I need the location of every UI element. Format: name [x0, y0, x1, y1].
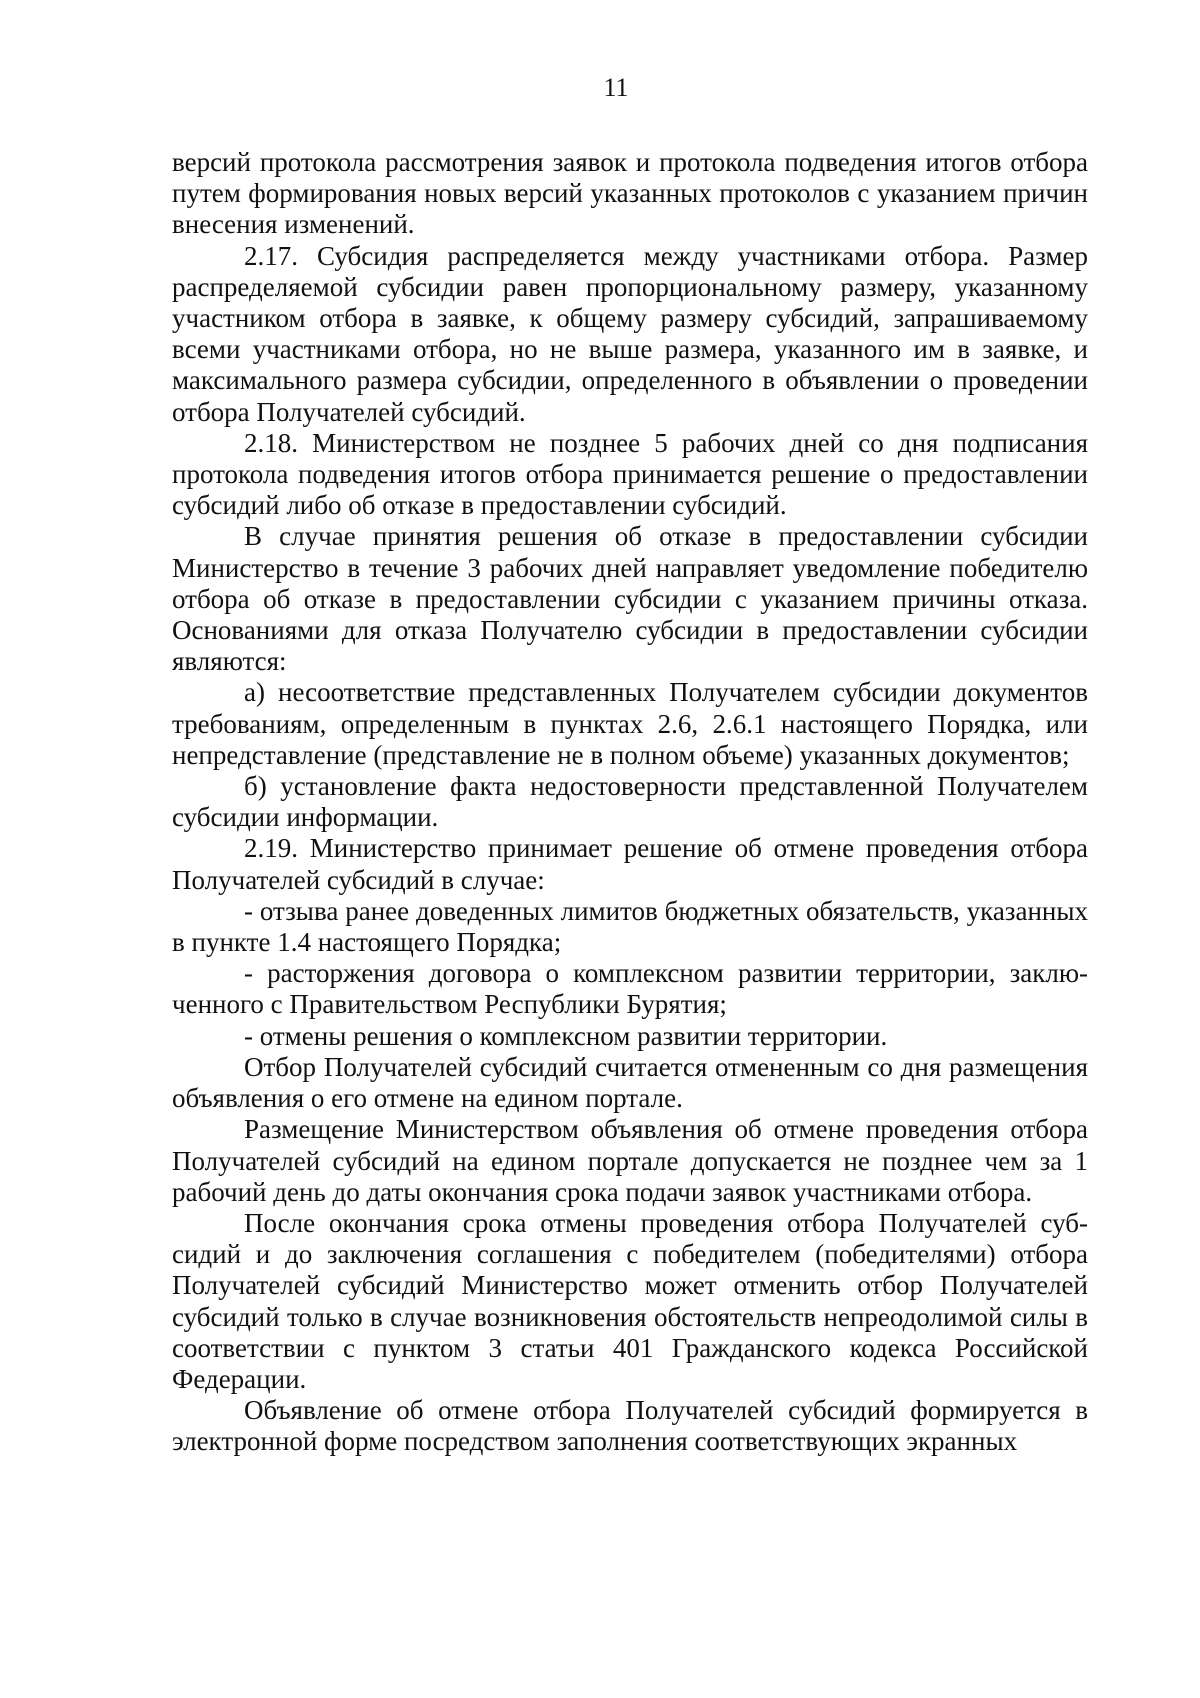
- paragraph-force-majeure: После окончания срока отмены проведения отбора Получателей субсидий и до заключения соглашения с победителем (победителями) отбора Получателей субсидий Министерство может отменить отбор Получателей субсидий только в случае возникновения обстоятельств непреодолимой силы в соответствии с пунктом 3 статьи 401 Гражданского кодекса Российской Федерации.: [172, 1207, 1088, 1394]
- paragraph-posting-deadline: Размещение Министерством объявления об отмене проведения отбора Получателей субсидий на едином портале допускается не позднее чем за 1 рабочий день до даты окончания срока подачи заявок участниками отбора.: [172, 1114, 1088, 1207]
- paragraph-dash-contract: - расторжения договора о комплексном развитии территории, заключенного с Правительством Республики Бурятия;: [172, 958, 1088, 1020]
- paragraph-cancellation-date: Отбор Получателей субсидий считается отмененным со дня размещения объявления о его отмене на едином портале.: [172, 1051, 1088, 1114]
- paragraph-continuation: версий протокола рассмотрения заявок и протокола подведения итогов отбора путем формирования новых версий указанных протоколов с указанием причин внесения изменений.: [172, 147, 1088, 240]
- paragraph-item-a: а) несоответствие представленных Получателем субсидии документов требованиям, определенным в пунктах 2.6, 2.6.1 настоящего Порядка, или непредставление (представление не в полном объеме) указанных документов;: [172, 677, 1088, 770]
- paragraph-2-17: 2.17. Субсидия распределяется между участниками отбора. Размер распределяемой субсидии равен пропорциональному размеру, указанному участником отбора в заявке, к общему размеру субсидий, запрашиваемому всеми участниками отбора, но не выше размера, указанного им в заявке, и максимального размера субсидии, определенного в объявлении о проведении отбора Получателей субсидий.: [172, 240, 1088, 427]
- document-body: [172, 147, 1088, 1458]
- page-number: 11: [603, 73, 629, 102]
- paragraph-dash-limits: - отзыва ранее доведенных лимитов бюджетных обязательств, указанных в пункте 1.4 настоящего Порядка;: [172, 895, 1088, 958]
- paragraph-refusal: В случае принятия решения об отказе в предоставлении субсидии Министерство в течение 3 рабочих дней направляет уведомление победителю отбора об отказе в предоставлении субсидии с указанием причины отказа. Основаниями для отказа Получателю субсидии в предоставлении субсидии являются:: [172, 521, 1088, 677]
- paragraph-electronic-form: Объявление об отмене отбора Получателей субсидий формируется в электронной форме посредством заполнения соответствующих экранных: [172, 1395, 1088, 1457]
- paragraph-item-b: б) установление факта недостоверности представленной Получателем субсидии информации.: [172, 771, 1088, 833]
- paragraph-dash-decision: - отмены решения о комплексном развитии территории.: [244, 1020, 888, 1051]
- paragraph-2-18: 2.18. Министерством не позднее 5 рабочих дней со дня подписания протокола подведения итогов отбора принимается решение о предоставлении субсидий либо об отказе в предоставлении субсидий.: [172, 427, 1088, 521]
- paragraph-2-19: 2.19. Министерство принимает решение об отмене проведения отбора Получателей субсидий в случае:: [172, 833, 1088, 895]
